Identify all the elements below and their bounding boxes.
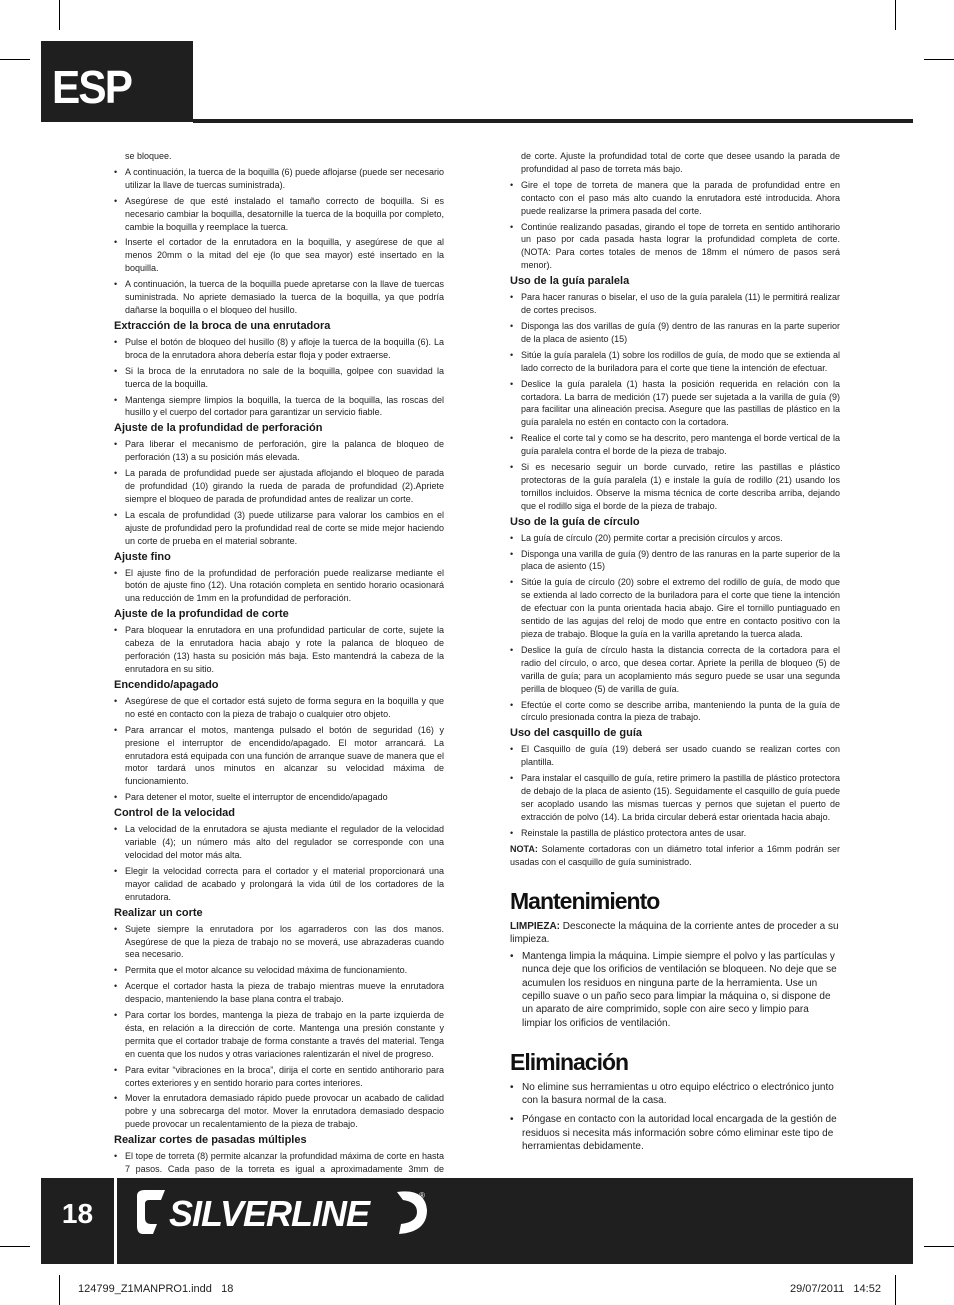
section-heading: Uso de la guía de círculo [510,515,640,528]
continued-text: de corte. Ajuste la profundidad total de corte que desee usando la parada de profundidad al paso de torreta más bajo. [521,151,840,174]
crop-mark [895,0,896,30]
chapter-heading: Mantenimiento [510,887,660,914]
crop-mark [59,1275,60,1305]
bullet-list [510,743,840,839]
list-item: • El Casquillo de guía (19) deberá ser usado cuando se realizan cortes con plantilla. [510,743,840,769]
slug-file-info: 124799_Z1MANPRO1.indd 18 [78,1283,234,1295]
list-item: • Realice el corte tal y como se ha descrito, pero mantenga el borde vertical de la guía paralela contra el borde de la pieza de trabajo. [510,432,840,458]
list-item: • Sitúe la guía de círculo (20) sobre el extremo del rodillo de guía, de modo que se extienda al lado correcto de la buriladora para el corte que tiene la intención de efectuar con la punta orientada hacia abajo. Gire el tornillo puntiaguado en sentido de las agujas del reloj de modo que entre en contacto positivo con la pieza de trabajo. Bloque la guía en la varilla apretando la tuerca alada. [510,576,840,641]
list-item: • Para instalar el casquillo de guía, retire primero la pastilla de plástico protectora de debajo de la placa de asiento (15). Seguidamente el casquillo de guía puede ser acoplado usando las mismas tuercas y pernos que sujetan el puerto de extracción de polvo (14). La brida circular deberá estar orientada hacia abajo. [510,772,840,824]
note-paragraph [510,920,840,947]
note-label: LIMPIEZA: [510,920,560,932]
bullet-list [510,291,840,513]
section-heading: Control de la velocidad [114,807,236,820]
list-item: • El tope de torreta (8) permite alcanzar la profundidad máxima de corte en hasta 7 pasos. Cada paso de la torreta es igual a aproximadamente 3mm de [114,1150,444,1189]
list-item: • Para hacer ranuras o biselar, el uso de la guía paralela (11) le permitirá realizar de cortes precisos. [510,291,840,317]
list-item: • Disponga una varilla de guía (9) dentro de las ranuras en la parte superior de la placa de asiento (15) [510,548,840,574]
bullet-list [114,923,444,1132]
list-item: • Permita que el motor alcance su velocidad máxima de funcionamiento. [114,964,444,977]
list-item: • Pulse el botón de bloqueo del husillo (8) y afloje la tuerca de la boquilla (6). La broca de la enrutadora ahora debería estar floja y poder extraerse. [114,336,444,362]
list-item: • Póngase en contacto con la autoridad local encargada de la gestión de residuos si necesita más información sobre cómo eliminar este tipo de herramientas debidamente. [510,1113,840,1153]
list-item: • Elegir la velocidad correcta para el cortador y el material proporcionará una mayor calidad de acabado y prolongará la vida útil de los cortadores de la enrutadora. [114,865,444,904]
list-item: • Mover la enrutadora demasiado rápido puede provocar un acabado de calidad pobre y una sobrecarga del motor. Mover la enrutadora demasiado despacio puede provocar un recalentamiento de la pieza de trabajo. [114,1092,444,1131]
crop-mark [0,59,30,60]
section-heading: Uso del casquillo de guía [510,727,643,740]
left-column [114,150,444,1192]
list-item: • Si la broca de la enrutadora no sale de la boquilla, golpee con suavidad la tuerca de la boquilla. [114,365,444,391]
section-heading: Realizar cortes de pasadas múltiples [114,1134,307,1147]
section-heading: Extracción de la broca de una enrutadora [114,319,331,332]
slug-date-info: 29/07/2011 14:52 [790,1283,881,1295]
list-item: • La escala de profundidad (3) puede utilizarse para valorar los cambios en el ajuste de profundidad pero la profundidad real de corte se mide mejor haciendo un corte de prueba en el material sobrante. [114,509,444,548]
crop-mark [924,1246,954,1247]
list-item: • Deslice la guía paralela (1) hasta la posición requerida en relación con la cortadora. La barra de medición (17) puede ser sujetada a la varilla de guía (9) para facilitar una alineación precisa. Asegure que las pastillas de plástico en la guía paralela no estén en contacto con la cortadora. [510,378,840,430]
continued-text: se bloquee. [125,151,172,161]
section-heading: Ajuste fino [114,550,171,563]
crop-mark [0,1246,30,1247]
header-rule [193,119,913,123]
bullet-list [114,438,444,547]
list-item: • Para evitar “vibraciones en la broca”, dirija el corte en sentido antihorario para cortes exteriores y en sentido horario para cortes interiores. [114,1064,444,1090]
list-item: • El ajuste fino de la profundidad de perforación puede realizarse mediante el botón de ajuste fino (12). Una rotación completa en sentido horario ocasionará una reducción de 1mm en la profundidad de perforación. [114,567,444,606]
section-heading: Ajuste de la profundidad de corte [114,608,289,621]
list-item: • Para cortar los bordes, mantenga la pieza de trabajo en la parte izquierda de ésta, en relación a la dirección de corte. Mantenga una presión constante y permita que el cortador trabaje de forma constante a través del material. Tenga en cuenta que los nudos y otras variaciones ralentizarán el nivel de progreso. [114,1009,444,1061]
section-heading: Ajuste de la profundidad de perforación [114,422,323,435]
language-label: ESP [52,61,132,113]
list-item: • La velocidad de la enrutadora se ajusta mediante el regulador de la velocidad variable (4); un número más alto del regulador se corresponde con una velocidad del motor más alta. [114,823,444,862]
list-item: • No elimine sus herramientas u otro equipo eléctrico o electrónico junto con la basura normal de la casa. [510,1081,840,1108]
crop-mark [59,0,60,30]
bullet-list [510,532,840,725]
list-item: • Inserte el cortador de la enrutadora en la boquilla, y asegúrese de que al menos 20mm o la mitad del eje (lo que sea mayor) esté insertado en la boquilla. [114,236,444,275]
right-column [510,150,840,1159]
list-item: • Para detener el motor, suelte el interruptor de encendido/apagado [114,791,444,804]
list-item: • Para liberar el mecanismo de perforación, gire la palanca de bloqueo de perforación (13) a su posición más elevada. [114,438,444,464]
bullet-list [510,1081,840,1153]
list-item: • Disponga las dos varillas de guía (9) dentro de las ranuras en la parte superior de la placa de asiento (15) [510,320,840,346]
crop-mark [895,1275,896,1305]
list-item: • La parada de profundidad puede ser ajustada aflojando el bloqueo de parada de profundidad (10) girando la rueda de parada de profundidad (2).Apriete siempre el bloqueo de parada de profundidad antes de realizar un corte. [114,467,444,506]
crop-mark [924,59,954,60]
bullet-list [114,624,444,676]
list-item: • Asegúrese de que esté instalado el tamaño correcto de boquilla. Si es necesario cambiar la boquilla, desatornille la tuerca de la boquilla por completo, cambie la boquilla y reemplace la tuerca. [114,195,444,234]
list-item: • A continuación, la tuerca de la boquilla (6) puede aflojarse (puede ser necesario utilizar la llave de tuercas suministrada). [114,166,444,192]
list-item: • Sitúe la guía paralela (1) sobre los rodillos de guía, de modo que se extienda al lado correcto de la buriladora para el corte que tiene la intención de efectuar. [510,349,840,375]
list-item: • Deslice la guía de círculo hasta la distancia correcta de la cortadora para el radio del círculo, o arco, que desea cortar. Apriete la perilla de bloqueo (5) de varilla de guía; para un acoplamiento más seguro puede se usar una segunda perilla de bloqueo (5) de varilla de guía. [510,644,840,696]
section-heading: Realizar un corte [114,906,203,919]
section-heading: Uso de la guía paralela [510,275,630,288]
brand-text: SILVERLINE [169,1193,370,1234]
registered-mark: ® [419,1191,425,1200]
list-item: • Mantenga siempre limpios la boquilla, la tuerca de la boquilla, las roscas del husillo y el cuerpo del cortador para garantizar un servicio fiable. [114,394,444,420]
note-text: Desconecte la máquina de la corriente antes de proceder a su limpieza. [510,920,839,945]
list-item: • Asegúrese de que el cortador está sujeto de forma segura en la boquilla y que no esté en contacto con la pieza de trabajo o cualquier otro objeto. [114,695,444,721]
list-item: • Efectúe el corte como se describe arriba, manteniendo la punta de la guía de círculo presionada contra la pieza de trabajo. [510,699,840,725]
list-item: • Para arrancar el motos, mantenga pulsado el botón de seguridad (16) y presione el interruptor de encendido/apagado. El motor arrancará. La enrutadora está equipada con una función de arranque suave de manera que el motor tardará unos minutos en alcanzar su velocidad máxima de funcionamiento. [114,724,444,789]
bullet-list [510,179,840,272]
page-number: 18 [61,1198,94,1229]
note-text: Solamente cortadoras con un diámetro total inferior a 16mm podrán ser usadas con el casquillo de guía suministrado. [510,843,840,867]
list-item: • Reinstale la pastilla de plástico protectora antes de usar. [510,827,840,840]
note-paragraph [510,843,840,869]
bullet-list [114,336,444,419]
footer-divider [114,1178,117,1264]
list-item: • Si es necesario seguir un borde curvado, retire las pastillas e plástico protectoras de la guía paralela (1) e instale la guía de rodillo (21) usando los tornillos incluidos. Observe la misma técnica de corte describa arriba, dejando que el rodillo siga el borde de la pieza de trabajo. [510,461,840,513]
bullet-list [510,950,840,1030]
list-item: • Continúe realizando pasadas, girando el tope de torreta en sentido antihorario un paso por cada pasada hasta lograr la profundidad completa de corte. (NOTA: Para cortes totales de menos de 18mm el número de pasos será menor). [510,221,840,273]
bullet-list [114,567,444,606]
list-item: • Gire el tope de torreta de manera que la parada de profundidad entre en contacto con el paso más alto cuando la enrutadora esté introducida. Ahora puede realizarse la primera pasada del corte. [510,179,840,218]
bullet-list [114,166,444,317]
list-item: • La guía de círculo (20) permite cortar a precisión círculos y arcos. [510,532,840,545]
list-item: • Acerque el cortador hasta la pieza de trabajo mientras mueve la enrutadora despacio, manteniendo la base plana contra el trabajo. [114,980,444,1006]
list-item: • A continuación, la tuerca de la boquilla puede apretarse con la llave de tuercas suministrada. No apriete demasiado la tuerca de la boquilla, ya que podría dañarse la boquilla o el bloqueo del husillo. [114,278,444,317]
section-heading: Encendido/apagado [114,678,219,691]
bullet-list [114,823,444,903]
list-item: • Para bloquear la enrutadora en una profundidad particular de corte, sujete la cabeza de la enrutadora hacia abajo y rote la palanca de bloqueo de perforación (13) hasta su posición más baja. Esto mantendrá la cabeza de la enrutadora en su sitio. [114,624,444,676]
list-item: • Mantenga limpia la máquina. Limpie siempre el polvo y las partículas y nunca deje que los orificios de ventilación se bloqueen. No deje que se acumulen los residuos en ninguna parte de la herramienta. Use un cepillo suave o un paño seco para limpiar la máquina o, si dispone de un aparato de aire comprimido, sople con aire seco y limpio para limpiar los orificios de ventilación. [510,950,840,1030]
bullet-list [114,695,444,804]
list-item: • Sujete siempre la enrutadora por los agarraderos con las dos manos. Asegúrese de que la pieza de trabajo no se moverá, use abrazaderas cuando sea necesario. [114,923,444,962]
chapter-heading: Eliminación [510,1048,629,1075]
silverline-logo [135,1188,435,1236]
note-label: NOTA: [510,843,538,854]
